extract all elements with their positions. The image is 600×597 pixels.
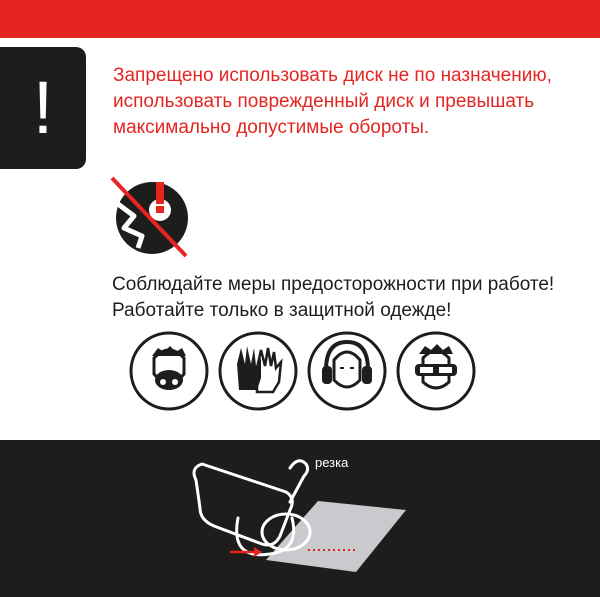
respirator-icon bbox=[128, 330, 210, 412]
cutting-label: резка bbox=[315, 455, 349, 470]
cutting-diagram-panel bbox=[0, 440, 600, 597]
precaution-text: Соблюдайте меры предосторожности при работе! Работайте только в защитной одежде! bbox=[112, 274, 555, 321]
warning-block bbox=[0, 47, 86, 169]
top-red-bar bbox=[0, 0, 600, 38]
angle-grinder-icon bbox=[0, 440, 600, 597]
ear-protection-icon bbox=[306, 330, 388, 412]
safety-goggles-icon bbox=[395, 330, 477, 412]
warning-text: Запрещено использовать диск не по назначению, использовать поврежденный диск и превышать максимально допустимые обороты. bbox=[113, 65, 552, 138]
ppe-icon-row bbox=[128, 330, 468, 412]
no-damaged-disk-icon bbox=[100, 170, 192, 262]
exclamation-icon: ! bbox=[32, 66, 54, 149]
gloves-icon bbox=[217, 330, 299, 412]
